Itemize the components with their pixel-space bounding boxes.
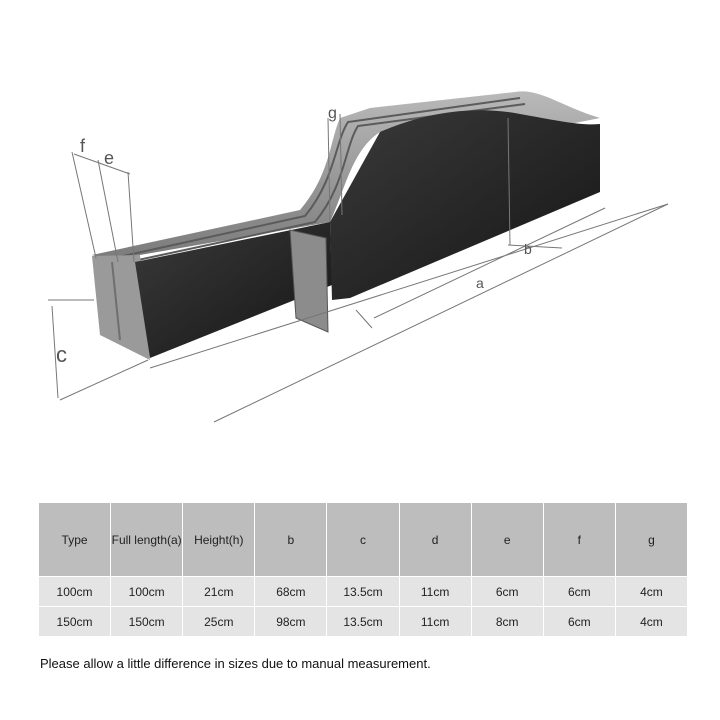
handle-flap xyxy=(290,230,328,332)
table-cell: 98cm xyxy=(255,607,327,637)
table-cell: 4cm xyxy=(615,607,687,637)
header-g: g xyxy=(615,503,687,577)
header-d: d xyxy=(399,503,471,577)
header-full-length: Full length(a) xyxy=(111,503,183,577)
dim-label-e: e xyxy=(104,148,115,168)
table-cell: 6cm xyxy=(543,607,615,637)
header-c: c xyxy=(327,503,399,577)
measurement-note: Please allow a little difference in sizes due to manual measurement. xyxy=(40,656,431,671)
dim-label-c: c xyxy=(56,342,67,367)
table-cell: 11cm xyxy=(399,577,471,607)
table-cell: 25cm xyxy=(183,607,255,637)
dim-label-a: a xyxy=(476,275,484,291)
table-row xyxy=(39,577,688,607)
table-cell: 100cm xyxy=(111,577,183,607)
table-cell: 21cm xyxy=(183,577,255,607)
dim-label-g: g xyxy=(328,105,337,122)
header-height: Height(h) xyxy=(183,503,255,577)
table-cell: 11cm xyxy=(399,607,471,637)
table-row xyxy=(39,607,688,637)
table-cell: 13.5cm xyxy=(327,607,399,637)
header-type: Type xyxy=(39,503,111,577)
header-e: e xyxy=(471,503,543,577)
size-spec-table xyxy=(38,502,688,637)
table-cell: 6cm xyxy=(543,577,615,607)
table-cell: 13.5cm xyxy=(327,577,399,607)
table-cell: 68cm xyxy=(255,577,327,607)
table-cell: 6cm xyxy=(471,577,543,607)
header-b: b xyxy=(255,503,327,577)
table-header-row xyxy=(39,503,688,577)
dim-label-b: b xyxy=(524,241,532,257)
table-cell: 4cm xyxy=(615,577,687,607)
table-cell: 150cm xyxy=(111,607,183,637)
table-cell: 150cm xyxy=(39,607,111,637)
table-cell: 8cm xyxy=(471,607,543,637)
dim-label-f: f xyxy=(80,136,86,156)
table-cell: 100cm xyxy=(39,577,111,607)
header-f: f xyxy=(543,503,615,577)
